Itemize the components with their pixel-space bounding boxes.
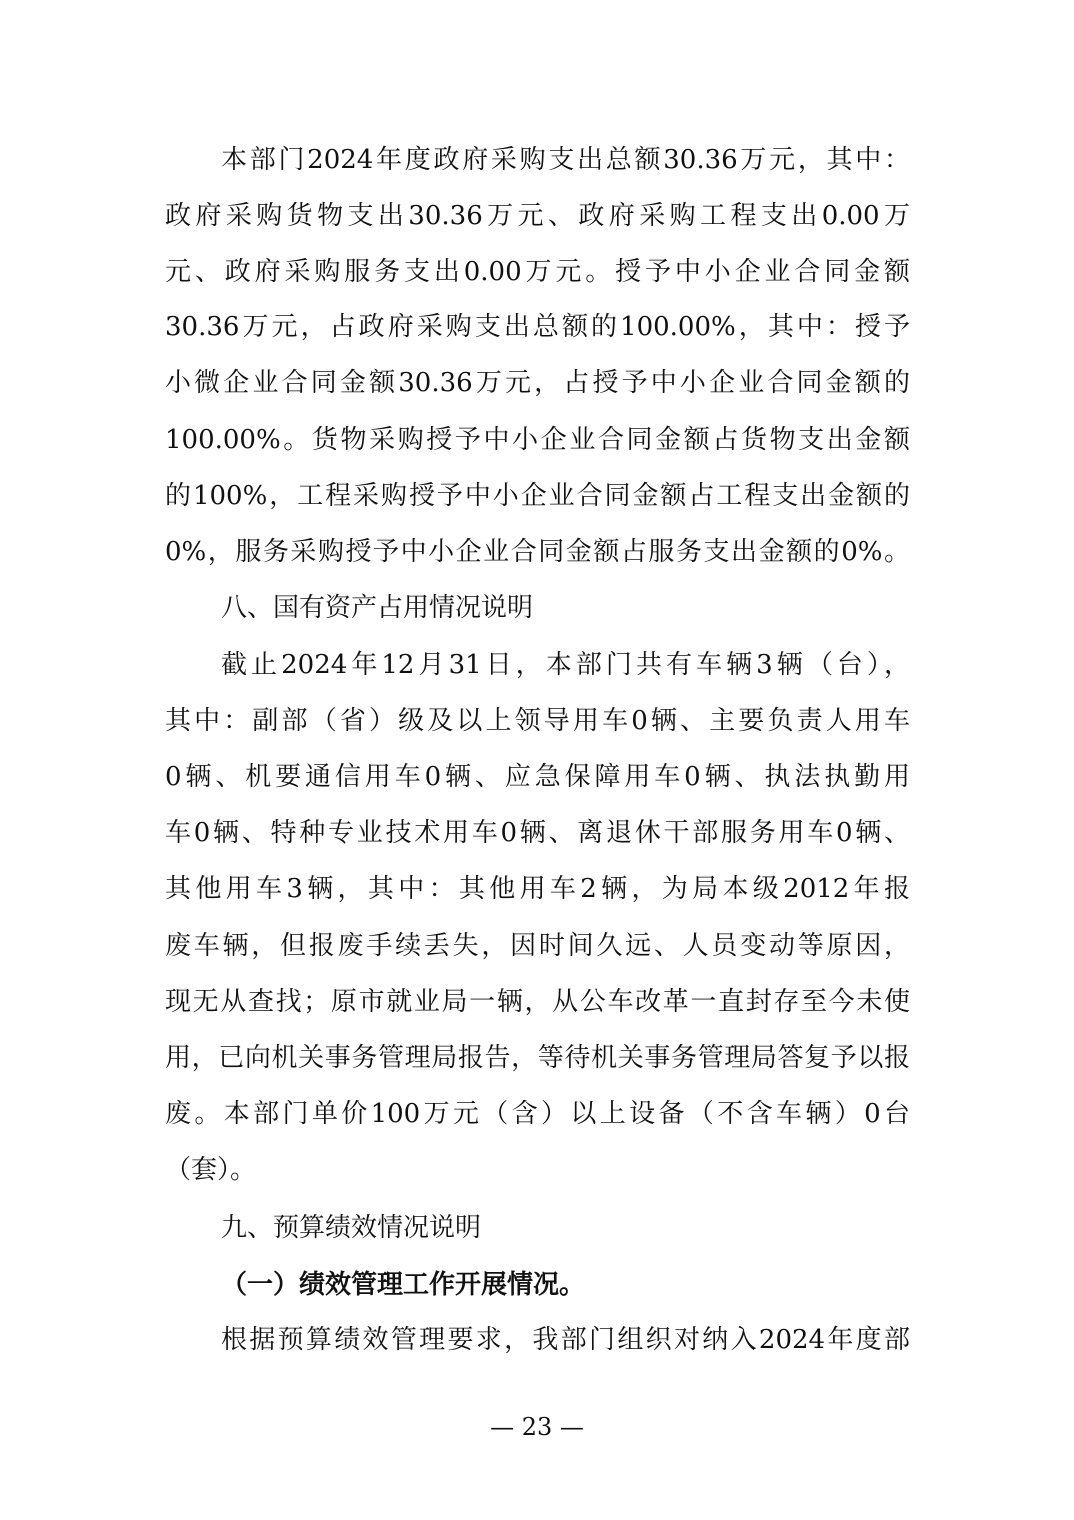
text-line: 用，已向机关事务管理局报告，等待机关事务管理局答复予以报	[165, 1043, 910, 1073]
text-line: 废车辆，但报废手续丢失，因时间久远、人员变动等原因，	[165, 931, 910, 961]
text-line: 本部门2024年度政府采购支出总额30.36万元，其中：	[221, 145, 910, 175]
text-line: 0%，服务采购授予中小企业合同金额占服务支出金额的0%。	[165, 537, 910, 567]
section-heading: 八、国有资产占用情况说明	[221, 593, 534, 623]
text-line: 的100%，工程采购授予中小企业合同金额占工程支出金额的	[165, 481, 910, 511]
text-line: 其中：副部（省）级及以上领导用车0辆、主要负责人用车	[165, 706, 910, 736]
page-number: — 23 —	[490, 1413, 584, 1441]
text-line: 截止2024年12月31日，本部门共有车辆3辆（台），	[221, 650, 910, 680]
text-line: 30.36万元，占政府采购支出总额的100.00%，其中：授予	[165, 312, 910, 342]
section-heading: （一）绩效管理工作开展情况。	[221, 1270, 586, 1300]
text-line: 0辆、机要通信用车0辆、应急保障用车0辆、执法执勤用	[165, 762, 910, 792]
text-line: 其他用车3辆，其中：其他用车2辆，为局本级2012年报	[165, 874, 910, 904]
text-line: 100.00%。货物采购授予中小企业合同金额占货物支出金额	[165, 425, 910, 455]
text-line: 小微企业合同金额30.36万元，占授予中小企业合同金额的	[165, 368, 910, 398]
text-line: 现无从查找；原市就业局一辆，从公车改革一直封存至今未使	[165, 987, 910, 1017]
text-line: 车0辆、特种专业技术用车0辆、离退休干部服务用车0辆、	[165, 818, 910, 848]
text-line: 废。本部门单价100万元（含）以上设备（不含车辆）0台	[165, 1099, 910, 1129]
text-line: 政府采购货物支出30.36万元、政府采购工程支出0.00万	[165, 201, 910, 231]
text-line: 根据预算绩效管理要求，我部门组织对纳入2024年度部	[221, 1325, 910, 1355]
section-heading: 九、预算绩效情况说明	[221, 1213, 482, 1243]
text-line: （套）。	[165, 1155, 257, 1185]
text-line: 元、政府采购服务支出0.00万元。授予中小企业合同金额	[165, 257, 910, 287]
